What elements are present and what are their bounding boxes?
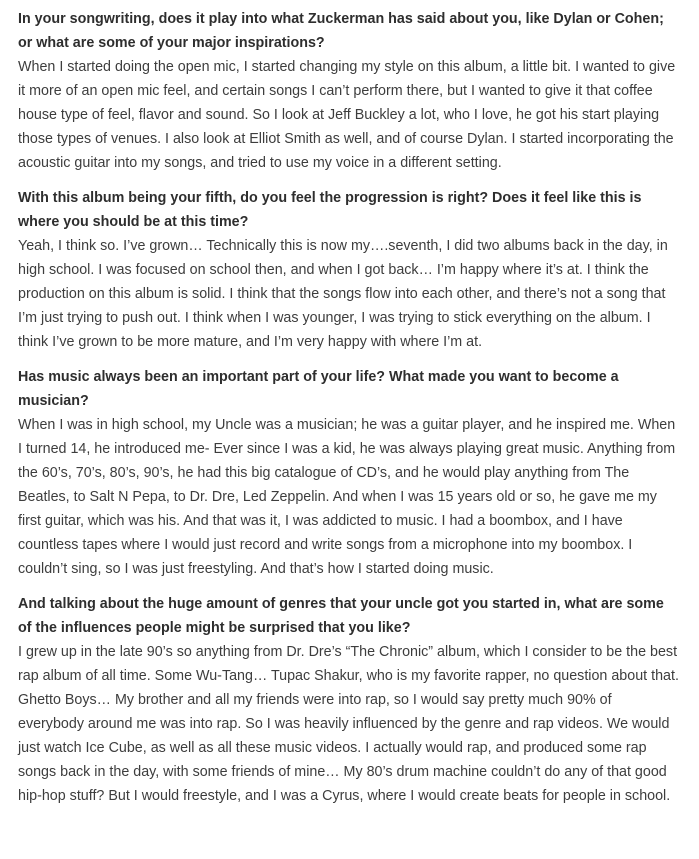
qa-block-2	[18, 186, 681, 354]
interview-answer: Yeah, I think so. I’ve grown… Technically this is now my….seventh, I did two albums back in the day, in high school. I was focused on school then, and when I got back… I’m happy where it’s at. I think the production on this album is solid. I think that the songs flow into each other, and there’s not a song that I’m just trying to push out. I think when I was younger, I was trying to stick everything on the album. I think I’ve grown to be more mature, and I’m very happy with where I’m at.	[18, 238, 668, 350]
interview-answer: When I started doing the open mic, I started changing my style on this album, a little bit. I wanted to give it more of an open mic feel, and certain songs I can’t perform there, but I wanted to give it that coffee house type of feel, flavor and sound. So I look at Jeff Buckley a lot, who I love, he got his start playing those types of venues. I also look at Elliot Smith as well, and of course Dylan. I started incorporating the acoustic guitar into my songs, and tried to use my voice in a different setting.	[18, 59, 676, 171]
interview-question: And talking about the huge amount of genres that your uncle got you started in, what are some of the influences people might be surprised that you like?	[18, 596, 664, 636]
interview-question: In your songwriting, does it play into what Zuckerman has said about you, like Dylan or Cohen; or what are some of your major inspirations?	[18, 11, 664, 51]
interview-question: Has music always been an important part of your life? What made you want to become a musician?	[18, 369, 619, 409]
qa-block-3	[18, 365, 681, 581]
interview-question: With this album being your fifth, do you feel the progression is right? Does it feel like this is where you should be at this time?	[18, 190, 642, 230]
qa-block-1	[18, 7, 681, 175]
interview-answer: When I was in high school, my Uncle was a musician; he was a guitar player, and he inspired me. When I turned 14, he introduced me- Ever since I was a kid, he was always playing great music. Anything from the 60’s, 70’s, 80’s, 90’s, he had this big catalogue of CD’s, and he would play anything from The Beatles, to Salt N Pepa, to Dr. Dre, Led Zeppelin. And when I was 15 years old or so, he gave me my first guitar, which was his. And that was it, I was addicted to music. I had a boombox, and I have countless tapes where I would just record and write songs from a microphone into my boombox. I couldn’t sing, so I was just freestyling. And that’s how I started doing music.	[18, 417, 676, 577]
interview-answer: I grew up in the late 90’s so anything from Dr. Dre’s “The Chronic” album, which I consider to be the best rap album of all time. Some Wu-Tang… Tupac Shakur, who is my favorite rapper, no question about that. Ghetto Boys… My brother and all my friends were into rap, so I would say pretty much 90% of everybody around me was into rap. So I was heavily influenced by the genre and rap videos. We would just watch Ice Cube, as well as all these music videos. I actually would rap, and produced some rap songs back in the day, with some friends of mine… My 80’s drum machine couldn’t do any of that good hip-hop stuff? But I would freestyle, and I was a Cyrus, where I would create beats for people in school.	[18, 644, 679, 804]
qa-block-4	[18, 592, 681, 808]
